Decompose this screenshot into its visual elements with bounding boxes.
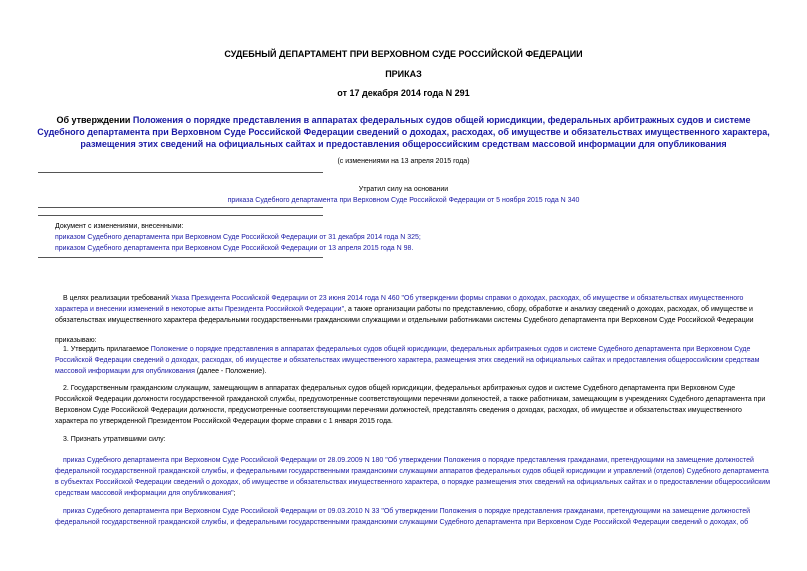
preamble-text: , а также организации работы по представлению, сбору, обработке и анализу сведений о доходах, расходах, об имуществе и — [344, 306, 753, 313]
decree-link-cont[interactable]: характера и внесении изменений в некоторые акты Президента Российской Федерации" — [55, 306, 345, 313]
document-title — [0, 114, 807, 150]
repealed-order-1-link-cont[interactable]: в субъектах Российской Федерации сведений о доходах, об имуществе и обязательствах имущественного характера, о порядке размещения этих сведений на официальных сайтах и о предоставлении общероссийским — [55, 479, 771, 486]
item-3-lead: 3. Признать утратившими силу: — [63, 436, 166, 443]
item-1-lead: 1. Утвердить прилагаемое — [63, 346, 151, 353]
repealed-order-1-link-end[interactable]: средствам массовой информации для опубликования" — [55, 490, 234, 497]
changes-note: (с изменениями на 13 апреля 2015 года) — [337, 158, 470, 165]
item-2-line: Верховном Суде Российской Федерации должности, предусмотренные соответствующими перечнями должностей, представлять сведения о доходах, расходах, об имуществе и обязательствах имущественного — [55, 407, 742, 414]
lost-force-label: Утратил силу на основании — [358, 186, 449, 193]
document-date-number: от 17 декабря 2014 года N 291 — [337, 88, 470, 98]
regulation-link-end[interactable]: массовой информации для опубликования — [55, 368, 195, 375]
amendment-item — [55, 243, 413, 254]
repealed-order-1 — [55, 455, 770, 499]
item-2-line: Российской Федерации должности государственной гражданской службы, предусмотренные соответствующими перечнями должностей, а также работникам, замещающим в учреждениях Судебного департамента при — [55, 396, 766, 403]
preamble-lead: В целях реализации требований — [63, 295, 172, 302]
amendment-item — [55, 232, 421, 243]
repealed-order-2-link-cont[interactable]: федеральной государственной гражданской службы, и федеральными государственными гражданскими служащими Судебного департамента при Верховном Суде Российской Федерации сведений о доходах, об — [55, 519, 749, 526]
regulation-link[interactable]: Положение о порядке представления в аппаратах федеральных судов общей юрисдикции, федеральных арбитражных судов и системе Судебного департамента при Верховном Суде — [150, 346, 751, 353]
lost-force-link-wrap — [0, 195, 807, 206]
title-link-line3[interactable]: размещения этих сведений на официальных сайтах и предоставления общероссийским средствам массовой информации для опубликования — [80, 139, 727, 149]
item-1 — [55, 344, 770, 377]
decree-link[interactable]: Указа Президента Российской Федерации от 23 июня 2014 года N 460 "Об утверждении формы справки о доходах, расходах, об имуществе и обязательствах имущественного — [171, 295, 744, 302]
repealed-order-1-link-cont[interactable]: федеральной государственной гражданской службы, и федеральными государственными гражданскими служащими аппаратов федеральных судов общей юрисдикции и управлений (отделов) Судебного департамента — [55, 468, 769, 475]
repealed-order-2-link[interactable]: приказ Судебного департамента при Верховном Суде Российской Федерации от 09.03.2010 N 33 "Об утверждении Положения о порядке представления гражданами, претендующими на замещение должностей — [63, 508, 750, 515]
title-prefix: Об утверждении — [56, 115, 133, 125]
title-link[interactable]: Положения о порядке представления в аппаратах федеральных судов общей юрисдикции, федеральных арбитражных судов и системе — [132, 115, 751, 125]
repealed-order-2 — [55, 506, 770, 528]
item-2-line: характера по утвержденной Президентом Российской Федерации форме справки с 1 января 2015 года. — [55, 418, 393, 425]
amendment-link-1[interactable]: приказом Судебного департамента при Верховном Суде Российской Федерации от 31 декабря 2014 года N 325; — [55, 234, 421, 241]
amendments-label: Документ с изменениями, внесенными: — [55, 223, 184, 230]
divider — [38, 172, 323, 173]
order-word: приказываю: — [55, 337, 97, 344]
item-1-tail: (далее - Положение). — [194, 368, 267, 375]
divider — [38, 215, 323, 216]
separator: ; — [233, 490, 236, 497]
divider — [38, 207, 323, 208]
preamble-text-2: обязательствах имущественного характера федеральными государственными гражданскими служащими и отдельными работниками системы Судебного департамента при Верховном Суде Российской Федерации — [55, 317, 754, 324]
item-2 — [55, 383, 770, 427]
repealed-order-1-link[interactable]: приказ Судебного департамента при Верховном Суде Российской Федерации от 28.09.2009 N 180 "Об утверждении Положения о порядке представления гражданами, претендующими на замещение должностей — [63, 457, 754, 464]
divider — [38, 257, 323, 258]
title-link-line2[interactable]: Судебного департамента при Верховном Суде Российской Федерации сведений о доходах, расходах, об имуществе и обязательствах имущественного характера, — [37, 127, 770, 137]
document-type: ПРИКАЗ — [385, 69, 422, 79]
amendment-link-2[interactable]: приказом Судебного департамента при Верховном Суде Российской Федерации от 13 апреля 2015 года N 98. — [55, 245, 414, 252]
item-2-line: 2. Государственным гражданским служащим, замещающим в аппаратах федеральных судов общей юрисдикции, федеральных арбитражных судов и системе Судебного департамента при Верховном Суде — [63, 385, 736, 392]
preamble-paragraph — [55, 293, 770, 326]
lost-force-link[interactable]: приказа Судебного департамента при Верховном Суде Российской Федерации от 5 ноября 2015 года N 340 — [227, 197, 580, 204]
organization-heading: СУДЕБНЫЙ ДЕПАРТАМЕНТ ПРИ ВЕРХОВНОМ СУДЕ РОССИЙСКОЙ ФЕДЕРАЦИИ — [224, 49, 583, 59]
regulation-link-cont[interactable]: Российской Федерации сведений о доходах, расходах, об имуществе и обязательствах имущественного характера, размещения этих сведений на официальных сайтах и предоставления общероссийским средствам — [55, 357, 760, 364]
